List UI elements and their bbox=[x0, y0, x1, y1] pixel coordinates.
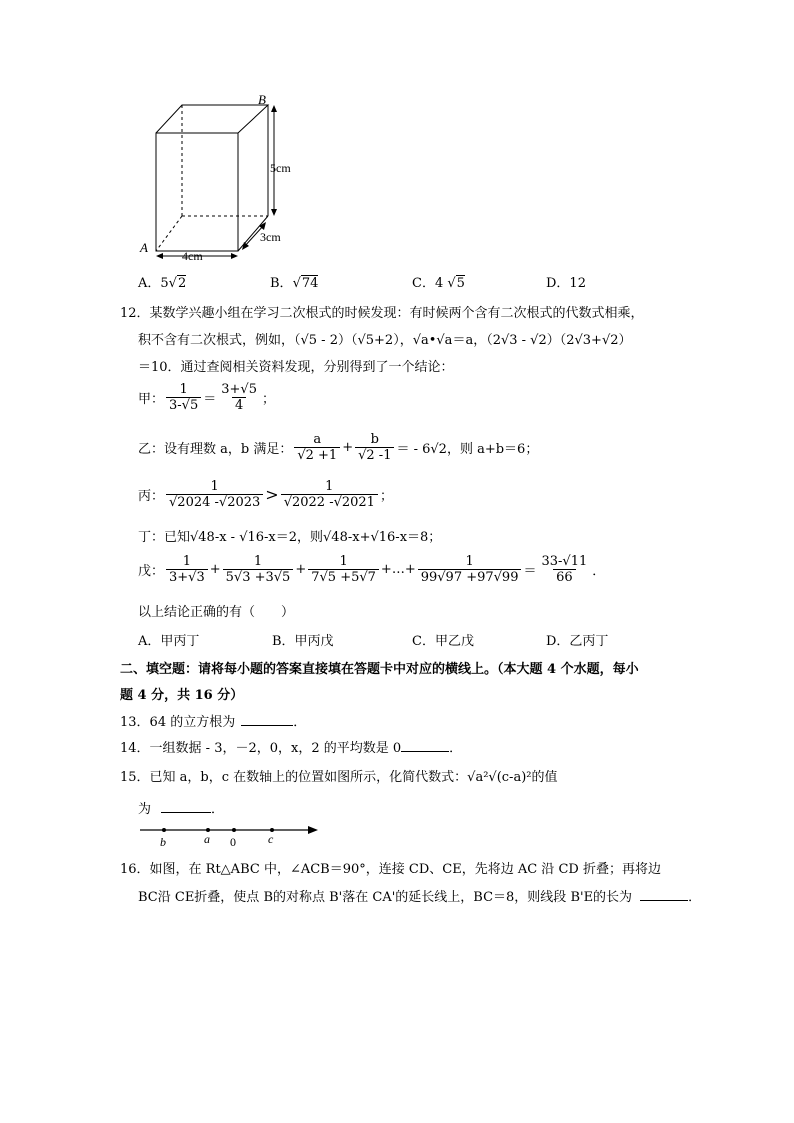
q12-option-b: B．甲丙戊 bbox=[272, 634, 334, 649]
vertex-b-label: B bbox=[258, 92, 266, 107]
q12-yi: 乙：设有理数 a，b 满足： $\frac{a}{√2 +1}$ + $\frac{b}{√2 -1}$ ＝ - 6√2，则 a+b＝6； bbox=[138, 432, 539, 463]
q15-expression: √a²√(c-a)² bbox=[467, 770, 532, 785]
height-label: 5cm bbox=[270, 161, 291, 175]
axis-label-b: b bbox=[160, 835, 166, 849]
q13-answer-blank[interactable] bbox=[241, 725, 293, 726]
q11-option-a: A．5√2 bbox=[138, 276, 187, 291]
q14: 14．一组数据 - 3，－2，0，x，2 的平均数是 0 ． bbox=[120, 741, 463, 756]
q15-line1: 15．已知 a，b，c 在数轴上的位置如图所示，化简代数式：√a²√(c-a)²的值 bbox=[120, 770, 558, 785]
cuboid-figure bbox=[130, 88, 310, 263]
axis-label-c: c bbox=[268, 832, 274, 846]
q12-option-d: D．乙丙丁 bbox=[546, 634, 609, 649]
depth-label: 3cm bbox=[260, 230, 281, 244]
q12-question: 以上结论正确的有（ ） bbox=[138, 605, 295, 620]
axis-label-zero: 0 bbox=[230, 835, 236, 849]
q12-option-a: A．甲丙丁 bbox=[138, 634, 200, 649]
q13: 13．64 的立方根为 ． bbox=[120, 715, 307, 730]
q12-jia: 甲： $\frac{1}{3-√5}$ ＝ $\frac{3+√5}{4}$ ； bbox=[138, 382, 275, 413]
q12-line2: 积不含有二次根式，例如，（√5 - 2）（√5+2），√a•√a＝a，（2√3 - √2）（2√3+√2） bbox=[138, 333, 632, 348]
q14-answer-blank[interactable] bbox=[401, 751, 449, 752]
q12-option-c: C．甲乙戊 bbox=[412, 634, 474, 649]
axis-label-a: a bbox=[204, 832, 210, 846]
section2-heading-line1: 二、填空题：请将每小题的答案直接填在答题卡中对应的横线上。（本大题 4 个水题，每小 bbox=[120, 662, 639, 677]
q16-line2: BC沿 CE折叠，使点 B的对称点 B'落在 CA'的延长线上，BC＝8，则线段 B'E的长为 ． bbox=[138, 890, 702, 905]
q12-wu: 戊： $\frac{1}{3+√3}$ + $\frac{1}{5√3 +3√5}$ + $\frac{1}{7√5 +5√7}$ +…+ $\frac{1}{99√97 +97√99}$ ＝ $\frac{33-√11}{66}$ ． bbox=[138, 554, 606, 585]
q11-option-b: B．√74 bbox=[270, 276, 319, 291]
q12-line1: 12．某数学兴趣小组在学习二次根式的时候发现：有时候两个含有二次根式的代数式相乘， bbox=[120, 306, 644, 321]
q15-line2: 为 ． bbox=[138, 802, 225, 817]
q12-line3: ＝10．通过查阅相关资料发现，分别得到了一个结论： bbox=[138, 360, 454, 375]
number-line bbox=[136, 822, 322, 850]
q16-line1: 16．如图，在 Rt△ABC 中，∠ACB＝90°，连接 CD、CE，先将边 AC 沿 CD 折叠；再将边 bbox=[120, 862, 661, 877]
q11-option-d: D．12 bbox=[546, 276, 586, 291]
section2-heading-line2: 题 4 分，共 16 分） bbox=[120, 688, 244, 703]
q12-bing: 丙： $\frac{1}{√2024 -√2023}$ > $\frac{1}{√2022 -√2021}$ ； bbox=[138, 479, 393, 510]
q12-ding: 丁：已知√48-x - √16-x＝2，则√48-x+√16-x＝8； bbox=[138, 530, 442, 545]
q15-answer-blank[interactable] bbox=[161, 812, 211, 813]
q11-option-c: C．4 √5 bbox=[412, 276, 465, 291]
q16-answer-blank[interactable] bbox=[640, 900, 688, 901]
vertex-a-label: A bbox=[140, 240, 148, 255]
width-label: 4cm bbox=[182, 249, 203, 263]
